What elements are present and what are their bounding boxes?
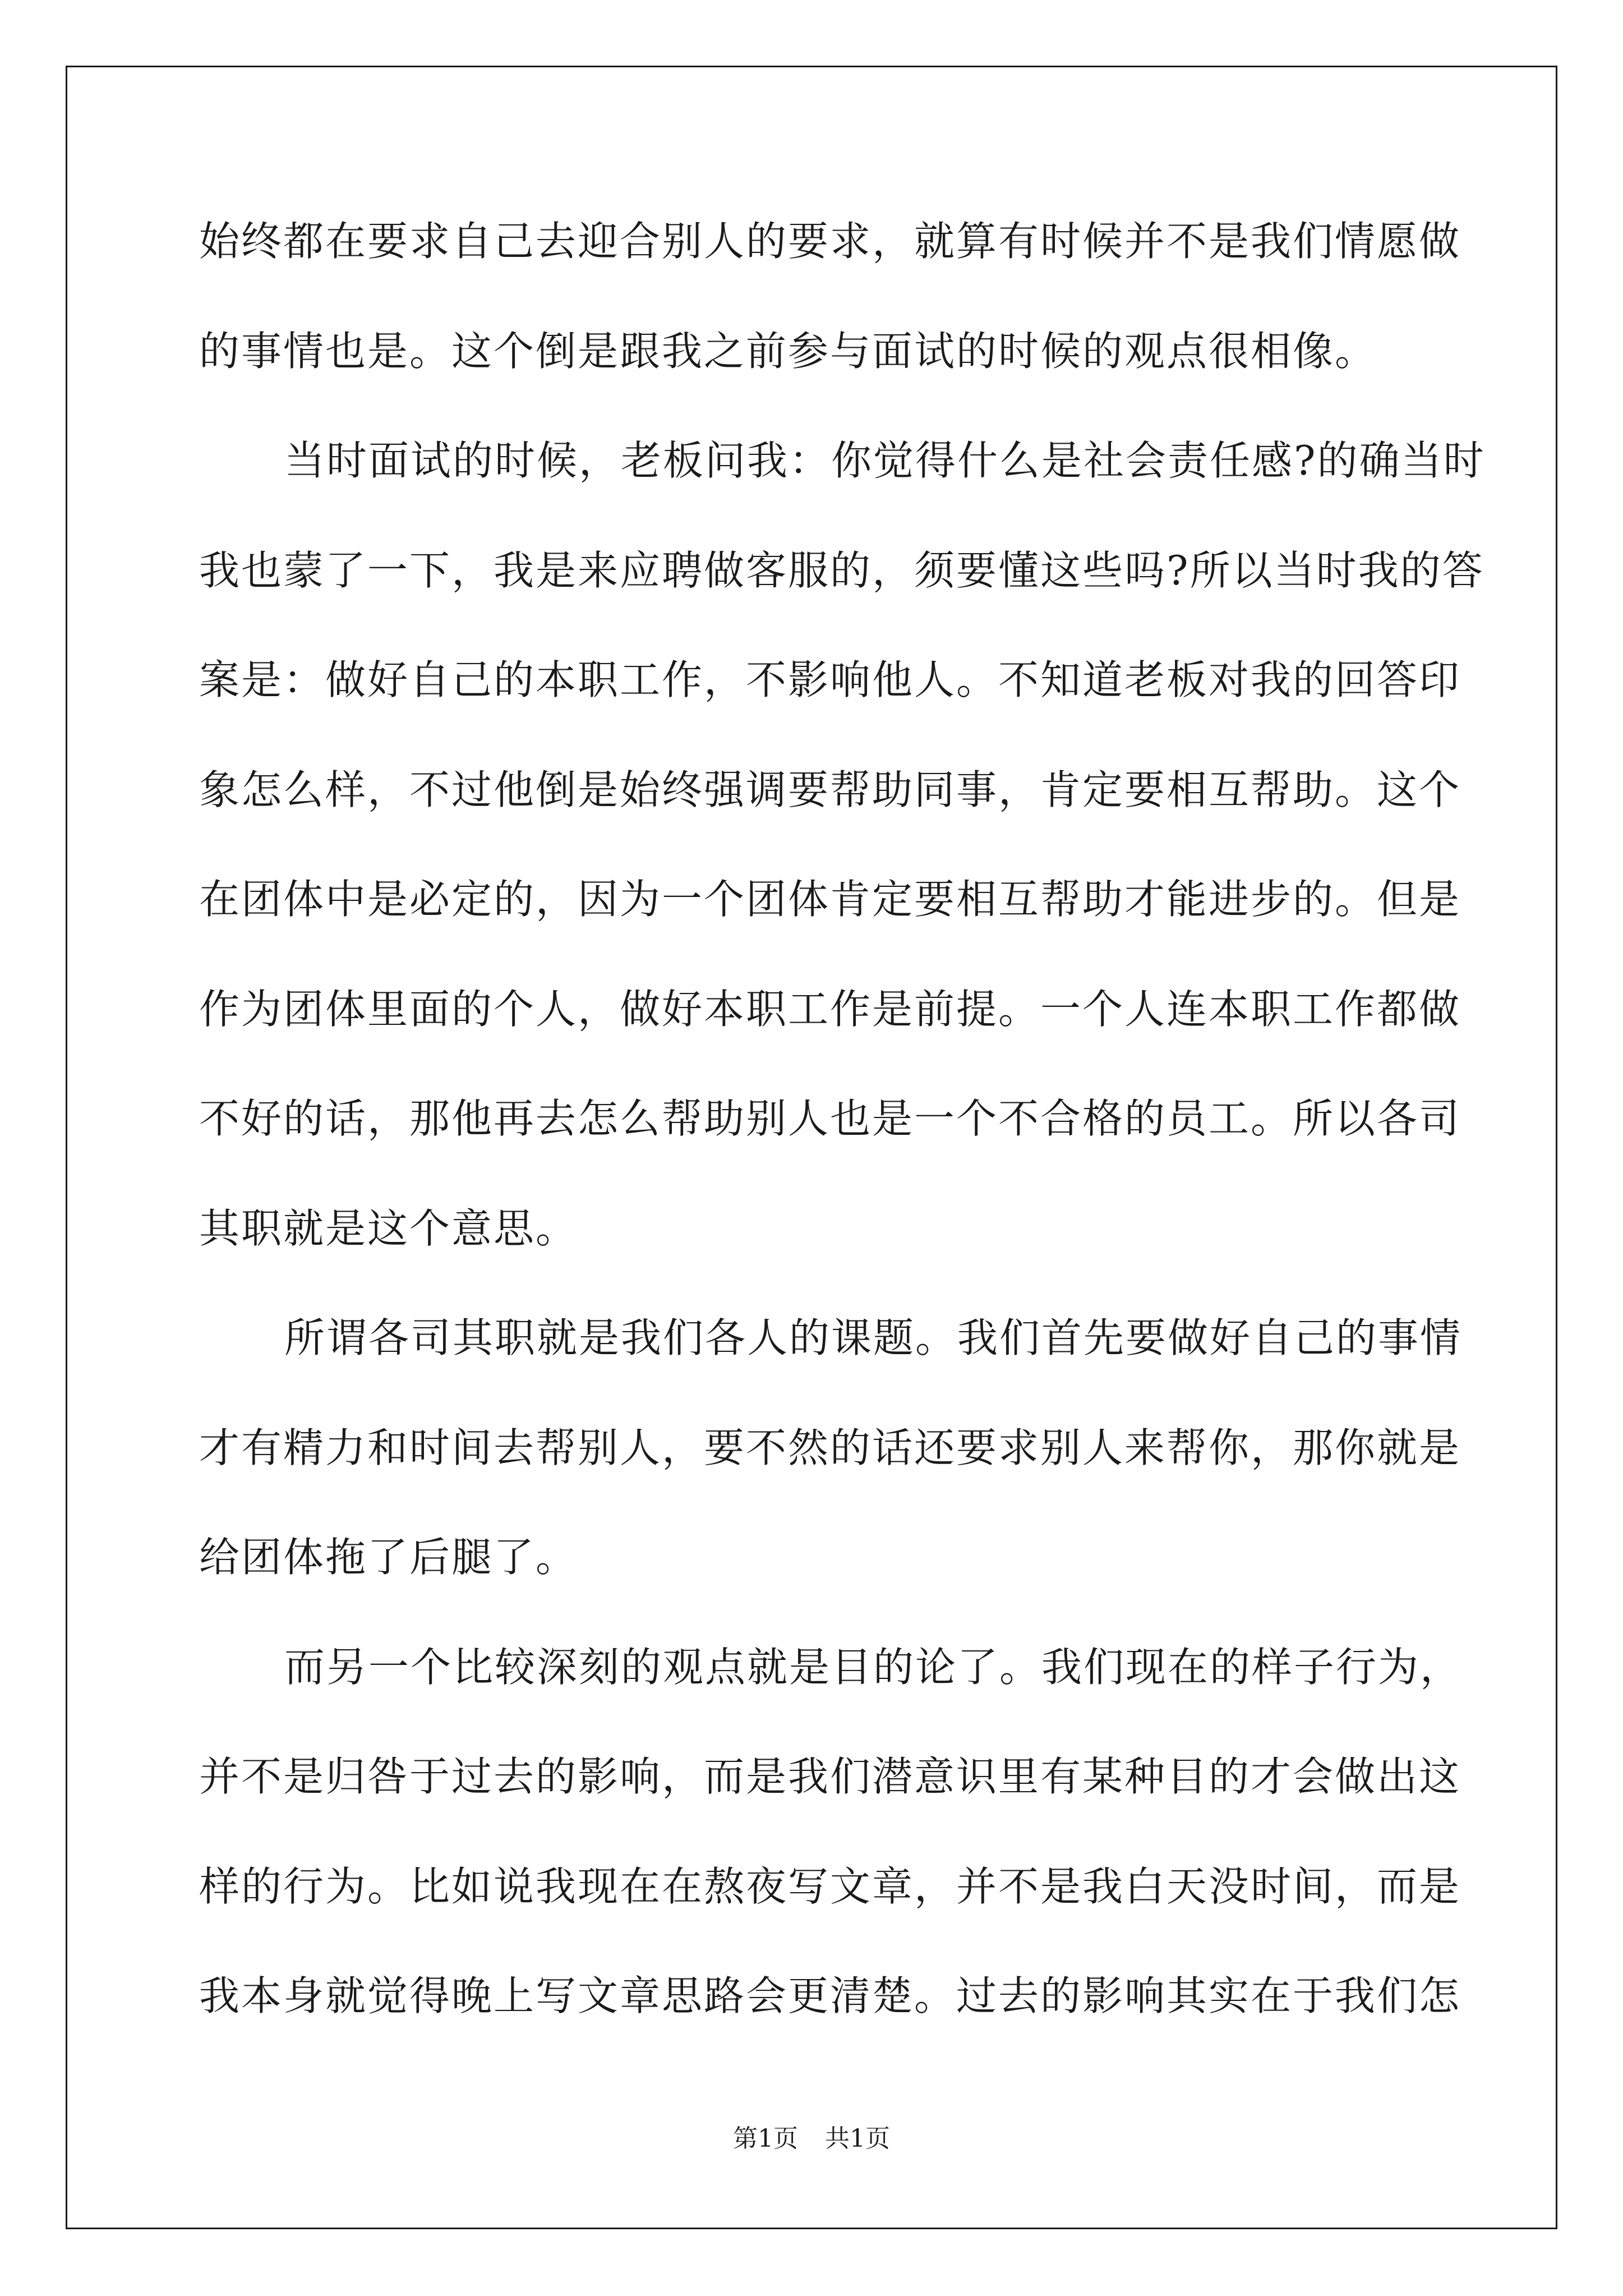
text-line: 象怎么样，不过他倒是始终强调要帮助同事，肯定要相互帮助。这个 xyxy=(199,766,1461,813)
text-line: 的事情也是。这个倒是跟我之前参与面试的时候的观点很相像。 xyxy=(199,328,1377,375)
text-line: 样的行为。比如说我现在在熬夜写文章，并不是我白天没时间，而是 xyxy=(199,1863,1461,1910)
text-line: 才有精力和时间去帮别人，要不然的话还要求别人来帮你，那你就是 xyxy=(199,1424,1461,1471)
text-line: 给团体拖了后腿了。 xyxy=(199,1534,578,1581)
text-line: 并不是归咎于过去的影响，而是我们潜意识里有某种目的才会做出这 xyxy=(199,1753,1461,1800)
page-number-total: 共1页 xyxy=(825,2124,890,2153)
text-line: 作为团体里面的个人，做好本职工作是前提。一个人连本职工作都做 xyxy=(199,986,1461,1033)
text-line: 其职就是这个意思。 xyxy=(199,1205,578,1252)
text-line: 我也蒙了一下，我是来应聘做客服的，须要懂这些吗?所以当时我的答 xyxy=(199,547,1484,594)
text-line: 案是：做好自己的本职工作，不影响他人。不知道老板对我的回答印 xyxy=(199,656,1461,703)
paragraph-first-line: 而另一个比较深刻的观点就是目的论了。我们现在的样子行为， xyxy=(284,1644,1463,1691)
text-line: 我本身就觉得晚上写文章思路会更清楚。过去的影响其实在于我们怎 xyxy=(199,1972,1461,2019)
paragraph-first-line: 当时面试的时候，老板问我：你觉得什么是社会责任感?的确当时 xyxy=(284,437,1486,484)
page-number-current: 第1页 xyxy=(733,2124,798,2153)
text-line: 不好的话，那他再去怎么帮助别人也是一个不合格的员工。所以各司 xyxy=(199,1095,1461,1142)
paragraph-first-line: 所谓各司其职就是我们各人的课题。我们首先要做好自己的事情 xyxy=(284,1314,1463,1361)
text-line: 始终都在要求自己去迎合别人的要求，就算有时候并不是我们情愿做 xyxy=(199,218,1461,265)
page-footer xyxy=(0,2122,1623,2156)
text-line: 在团体中是必定的，因为一个团体肯定要相互帮助才能进步的。但是 xyxy=(199,876,1461,923)
